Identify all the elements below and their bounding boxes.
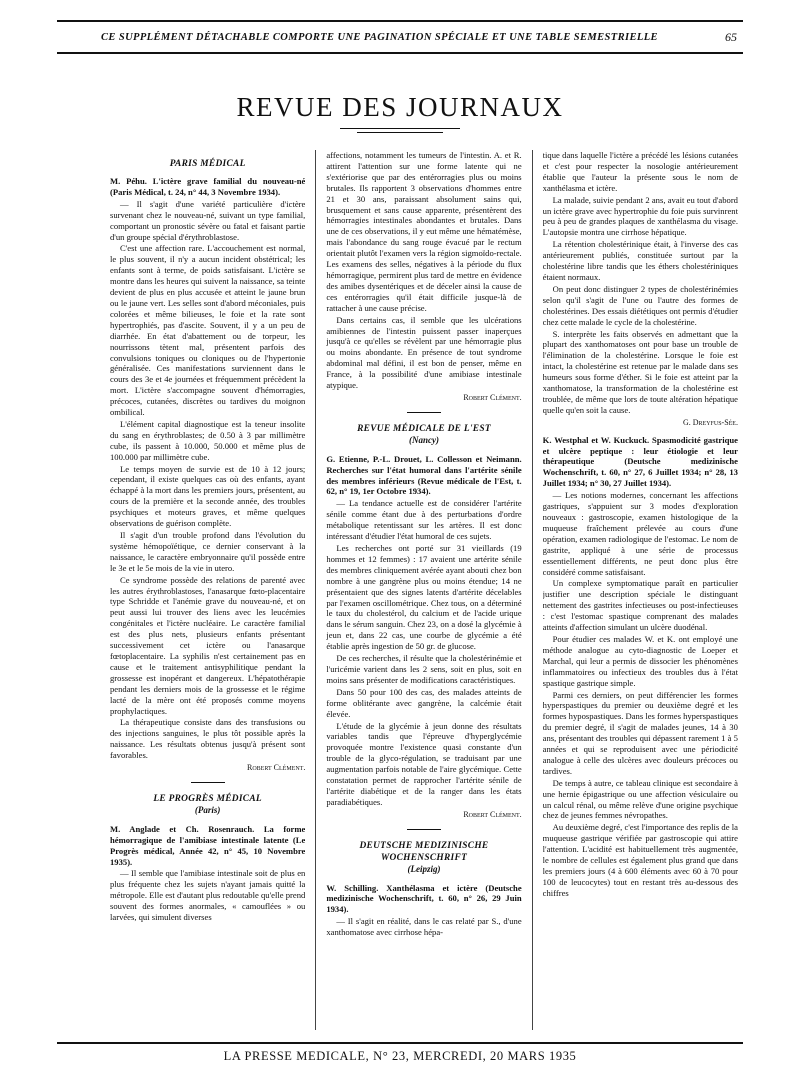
paragraph: Parmi ces derniers, on peut différencier les formes hyperspastiques du premier ou deuxième degré et les formes hypospastiques. Dans les formes hyperspastiques du premier degré, il s'agit de malades jeunes, 14 à 30 ans, présentant des troubles qui dépassent rarement 1 à 5 années et qui se reproduisent avec une périodicité analogue à celle des ulcères avec douleurs précoces ou tardives.	[542, 689, 738, 776]
author-signature: G. Dreyfus-Sée.	[682, 417, 738, 427]
journal-city: (Nancy)	[408, 434, 439, 445]
title-rule	[357, 132, 443, 133]
paragraph: — Il s'agit en réalité, dans le cas relaté par S., d'une xanthomatose avec cirrhose hépa-	[326, 916, 522, 938]
column-1	[110, 150, 305, 1030]
paragraph: La thérapeutique consiste dans des transfusions ou des injections sanguines, le plus tôt possible après la naissance. Les résultats obtenus jusqu'à présent sont favorables.	[110, 717, 306, 761]
paragraph: On peut donc distinguer 2 types de cholestérinémies selon qu'il s'agit de l'une ou l'autre des formes de cholestérines. Des essais diététiques ont permis d'étudier chez cette malade le cycle de la cholestérine.	[542, 283, 738, 327]
paragraph: S. interprète les faits observés en admettant que la plupart des xanthomatoses ont pour base un trouble de l'élimination de la cholestérine. Lorsque le foie est intact, la cholestérine est retenue par le malade dans ses humeurs sous forme d'éther. Si le foie est atteint par la xanthomatose, la transformation de la cholestérine est troublée, de même que lors de toute altération hépatique quelle qu'en soit la cause.	[542, 328, 738, 415]
article-title: M. Anglade et Ch. Rosenrauch. La forme hémorragique de l'amibiase intestinale latente (Le Progrès médical, Année 42, n° 45, 10 Novembre 1935).	[110, 823, 306, 867]
page-header	[57, 20, 743, 54]
paragraph: Pour étudier ces malades W. et K. ont employé une méthode analogue au cyto-diagnostic de Loeper et Marchal, qui leur a permis de dissocier les phénomènes inflammatoires ou infectieux des troubles dus à l'état spastique gastrique simple.	[542, 633, 738, 688]
column-divider	[315, 150, 316, 1030]
paragraph: Au deuxième degré, c'est l'importance des replis de la muqueuse gastrique vérifiée par gastroscopie qui attire l'attention. L'acidité est habituellement très augmentée, le nombre de cellules est également plus grand que dans les premiers jours (4 à 600 éléments avec 60 à 70 pour 100 de leucocytes) tout en restant très au-dessous des chiffres	[542, 822, 738, 898]
journal-heading: PARIS MÉDICAL	[169, 159, 246, 169]
paragraph: C'est une affection rare. L'accouchement est normal, le plus souvent, il n'y a aucun incident obstétrical; les enfants sont à terme, de poids satisfaisant. L'ictère se montre dans les heures qui suivent la naissance, sa teinte devient de plus en plus accusée et atteint le jaune brun ou le jaune vert. Les selles sont d'abord méconiales, puis colorées et même bilieuses, le foie et la rate sont hypertrophiés, pas d'ascite. Souvent, il y a un peu de diarrhée. En état d'abattement ou de torpeur, les nourrissons tètent mal, présentent parfois des convulsions toniques ou cloniques ou de l'hypertonie généralisée. Ces manifestations surviennent dans le cours des 3e et 4e journées et fréquemment précèdent la mort. L'ictère s'accompagne souvent d'hémorragies, précoces, cutanées, discrètes ou tardives du moignon ombilical.	[110, 243, 306, 418]
page-number: 65	[725, 29, 737, 44]
column-3	[543, 150, 738, 1030]
page-footer: LA PRESSE MEDICALE, N° 23, MERCREDI, 20 MARS 1935	[57, 1042, 743, 1064]
author-signature: Robert Clément.	[247, 763, 306, 773]
journal-city: (Paris)	[194, 804, 221, 815]
journal-heading: REVUE MÉDICALE DE L'EST	[357, 423, 491, 434]
paragraph: — Il s'agit d'une variété particulière d'ictère survenant chez le nouveau-né, suivant un type familial, comportant un pronostic sévère ou fatal et faisant partie d'un groupe spécial d'érythroblastose.	[110, 198, 306, 242]
section-rule	[407, 412, 441, 413]
article-title: G. Etienne, P.-L. Drouet, L. Collesson et Neimann. Recherches sur l'état humoral dans l'artérite sénile des membres inférieurs (Revue médicale de l'Est, t. 62, n° 19, 1er Octobre 1934).	[326, 453, 522, 497]
journal-heading: DEUTSCHE MEDIZINISCHE WOCHENSCHRIFT	[359, 840, 489, 863]
article-title: K. Westphal et W. Kuckuck. Spasmodicité gastrique et ulcère peptique : leur étiologie et leur thérapeutique (Deutsche medizinische Wochenschrift, t. 60, n° 27, 6 Juillet 1934; n° 28, 13 Juillet 1934; n° 30, 27 Juillet 1934).	[542, 434, 738, 489]
journal-city: (Leipzig)	[407, 863, 441, 874]
paragraph: Un complexe symptomatique paraît en particulier justifier une description spéciale le distinguant nettement des gastrites infectieuses ou post-infectieuses : c'est l'estomac spastique comprenant des malades atteints d'affection simulant un ulcère duodénal.	[542, 578, 738, 633]
supplement-notice: CE SUPPLÉMENT DÉTACHABLE COMPORTE UNE PAGINATION SPÉCIALE ET UNE TABLE SEMESTRIELLE	[101, 31, 658, 43]
column-divider	[532, 150, 533, 1030]
column-2	[326, 150, 521, 1030]
title-rule	[340, 128, 460, 129]
paragraph: — Il semble que l'amibiase intestinale soit de plus en plus fréquente chez les sujets n'ayant jamais quitté la métropole. Elle est d'autant plus redoutable qu'elle prend souvent des formes anormales, « camouflées » ou larvées, qui simulent diverses	[110, 868, 306, 923]
paragraph: L'élément capital diagnostique est la teneur insolite du sang en érythroblastes; de 0.50 à 3 par millimètre cube, ils passent à 10.000, 50.000 et même plus de 100.000 par millimètre cube.	[110, 418, 306, 462]
paragraph: De ces recherches, il résulte que la cholestérinémie et l'uricémie varient dans les 2 sens, soit en plus, soit en moins sans présenter de modifications caractéristiques.	[326, 653, 522, 685]
paragraph: La rétention cholestérinique était, à l'inverse des cas antérieurement publiés, constituée surtout par la cholestérine libre tandis que les éthers cholestériniques étaient normaux.	[542, 239, 738, 282]
article-columns	[110, 150, 738, 1030]
paragraph: Les recherches ont porté sur 31 vieillards (19 hommes et 12 femmes) : 17 avaient une artérite sénile des membres cliniquement avérée ayant abouti chez bon nombre à une gangrène plus ou moins étendue; 14 ne présentaient que des signes latents d'artérite décelables par l'examen oscillométrique. Chez tous, on a déterminé le taux du cholestérol, du calcium et de l'acide urique dans le sérum sanguin. Chez 23, on a dosé la glycémie à jeun et, dans 22 cas, une courbe de glycémie a été établie après ingestion de 50 gr. de glucose.	[326, 543, 522, 652]
paragraph: Dans certains cas, il semble que les ulcérations amibiennes de l'intestin puissent passer inaperçues jusqu'à ce qu'elles se révèlent par une hémorragie plus ou moins abondante. En présence de tout syndrome abdominal mal défini, il est bon de penser, même en France, à la possibilité d'une amibiase intestinale atypique.	[326, 314, 522, 391]
paragraph: tique dans laquelle l'ictère a précédé les lésions cutanées et c'est pour respecter la nosologie antérieurement établie que l'auteur la présente sous le nom de xanthélasma et ictère.	[542, 150, 738, 193]
paragraph: Dans 50 pour 100 des cas, des malades atteints de forme oblitérante avec gangrène, la calcémie était élevée.	[326, 686, 522, 719]
section-rule	[191, 782, 225, 783]
paragraph: — La tendance actuelle est de considérer l'artérite sénile comme étant due à des perturbations d'ordre métabolique retentissant sur les artères. Il est donc intéressant d'étudier l'état humoral de ces sujets.	[326, 498, 522, 542]
section-rule	[407, 829, 441, 830]
paragraph: — Les notions modernes, concernant les affections gastriques, s'appuient sur 3 modes d'exploration nouveaux : gastroscopie, examen histologique de la muqueuse fraîchement prélevée au cours d'une opération, examen radiologique de l'estomac. Le nom de gastrite, appliqué à une série de processus essentiellement différents, ne peut donc plus être considéré comme satisfaisant.	[542, 490, 738, 577]
journal-heading: LE PROGRÈS MÉDICAL	[153, 793, 262, 804]
page-title: REVUE DES JOURNAUX	[236, 92, 564, 122]
author-signature: Robert Clément.	[463, 809, 522, 819]
paragraph: Le temps moyen de survie est de 10 à 12 jours; cependant, il existe quelques cas où des enfants, ayant échappé à la mort dans les premiers jours, présentent, au cours de la première et la seconde année, des troubles psychiques et moteurs graves, et même quelques observations de guérison complète.	[110, 463, 306, 529]
paragraph: La malade, suivie pendant 2 ans, avait eu tout d'abord un ictère grave avec hypertrophie du foie puis survinrent peu à peu de grandes plaques de xanthélasma du visage. L'autopsie montra une cirrhose hépatique.	[542, 194, 738, 238]
paragraph: De temps à autre, ce tableau clinique est secondaire à une hernie épigastrique ou une affection vésiculaire ou un calcul rénal, ou même relève d'une origine psychique chez de jeunes femmes névropathes.	[542, 777, 738, 821]
paragraph: Ce syndrome possède des relations de parenté avec les autres érythroblastoses, l'anasarque fœto-placentaire type Schridde et l'anémie grave du nouveau-né, et on peut aussi lui trouver des liens avec les leucémies congénitales et l'ictère nucléaire. Le caractère familial est des plus nets, plusieurs enfants présentant successivement cet ictère ou l'anasarque fœtoplacentaire. La syphilis n'est certainement pas en cause et le traitement antisyphilitique pendant la grossesse est inopérant et dangereux. L'hépatothérapie pendant les derniers mois de la grossesse et le régime lacté de la mère ont été proposés comme moyens prophylactiques.	[110, 574, 306, 716]
author-signature: Robert Clément.	[463, 392, 522, 402]
paragraph: affections, notamment les tumeurs de l'intestin. A. et R. attirent l'attention sur une forme latente qui ne s'extériorise que par des entérorragies plus ou moins brutales. Ils rapportent 3 observations d'hommes entre 21 et 30 ans, paraissant absolument sains qui, brusquement et sans cause apparente, présentèrent des hémorragies intestinales abondantes et brutales. Dans une de ces observations, il y eut même une hématémèse, mais l'abondance du sang rouge évacué par le rectum orientait plutôt l'examen vers la région sigmoïdo-rectale. Les examens des selles, négatives à la période du flux hémorragique, permirent plus tard de mettre en évidence des amibes dysentériques et de déceler ainsi la cause de ces entérorragies qu'il était difficile jusque-là de rattacher à une cause précise.	[326, 150, 522, 313]
article-title: M. Péhu. L'ictère grave familial du nouveau-né (Paris Médical, t. 24, n° 44, 3 Novembre 1934).	[110, 176, 306, 197]
article-title: W. Schilling. Xanthélasma et ictère (Deutsche medizinische Wochenschrift, t. 60, n° 26, 29 Juin 1934).	[326, 882, 522, 915]
paragraph: L'étude de la glycémie à jeun donne des résultats variables tandis que l'épreuve d'hyperglycémie provoquée montre l'existence quasi constante d'un trouble de la glyco-régulation, se traduisant par une augmentation parfois notable de l'aire glycémique. Cette constatation permet de rapprocher l'artérite sénile de l'artérite diabétique et de la ranger dans les états paradiabétiques.	[326, 720, 522, 807]
paragraph: Il s'agit d'un trouble profond dans l'évolution du système hémopoïétique, ce dernier conservant à la naissance, le caractère embryonnaire qu'il possède entre le 3e et le 5e mois de la vie in utero.	[110, 530, 306, 573]
